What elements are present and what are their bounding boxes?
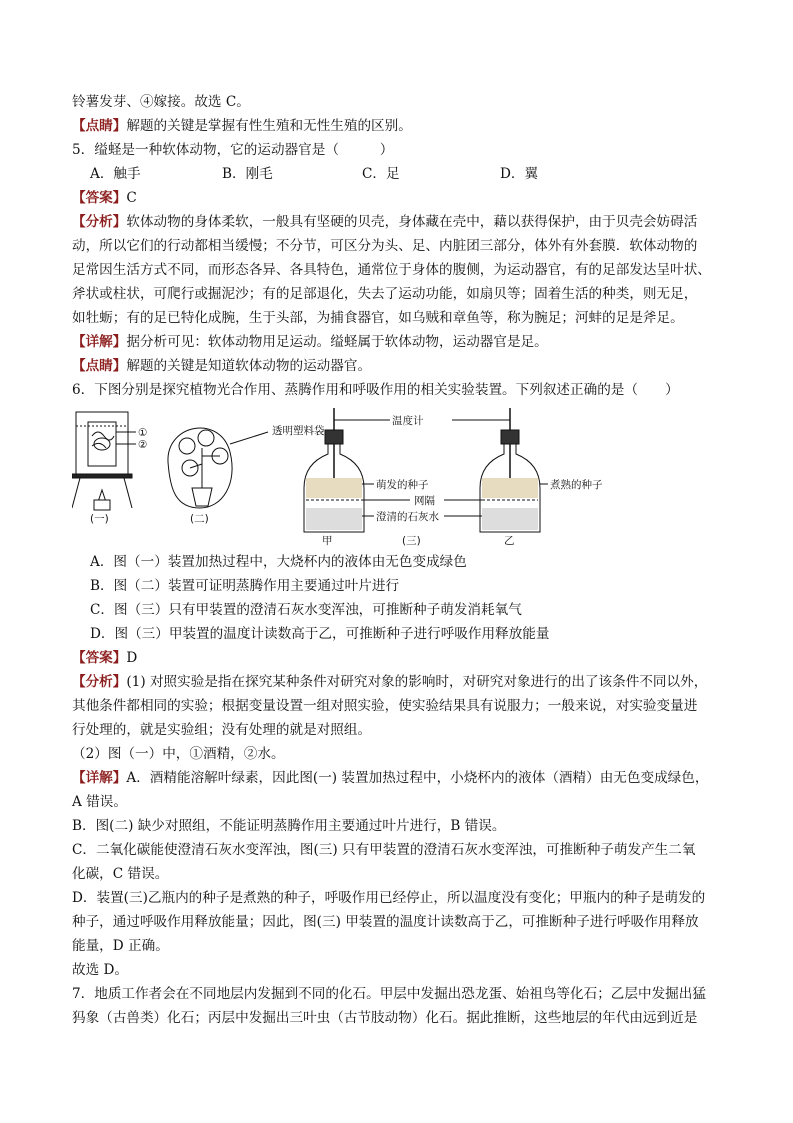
detail-line: B．图(二) 缺少对照组，不能证明蒸腾作用主要通过叶片进行，B 错误。 [72,818,506,834]
flower-pot [192,488,212,506]
analysis-text: (1) 对照实验是指在探究某种条件对研究对象的影响时，对研究对象进行的出了该条件不同以外， [126,674,708,690]
question-5-options [72,162,728,186]
option-c: C．足 [362,166,400,182]
point-text: 解题的关键是掌握有性生殖和无性生殖的区别。 [126,118,412,134]
analysis-line: （2）图（一）中，①酒精，②水。 [72,746,285,762]
point-line [72,114,728,138]
large-beaker [76,412,128,474]
analysis-line: 其他条件都相同的实验；根据变量设置一组对照实验，使实验结果具有说服力；一般来说，对实验变量进 [72,698,698,714]
option-d: D．翼 [500,166,539,182]
option-b: B．刚毛 [222,166,273,182]
figure-1-label: (一) [90,513,109,525]
analysis-line: 行处理的，就是实验组；没有处理的就是对照组。 [72,722,372,738]
cooked-seeds-label: 煮熟的种子 [550,479,603,491]
transparent-plastic-bag [168,428,232,508]
option-c: C．图（三）只有甲装置的澄清石灰水变浑浊，可推断种子萌发消耗氧气 [90,602,522,618]
detail-line: 故选 D。 [72,962,129,978]
question-7-stem: 犸象（古兽类）化石；丙层中发掘出三叶虫（古节肢动物）化石。据此推断，这些地层的年代由远到近是 [72,1010,698,1026]
option-a: A．图（一）装置加热过程中，大烧杯内的液体由无色变成绿色 [90,554,467,570]
detail-line: 化碳，C 错误。 [72,866,169,882]
analysis-line [72,210,728,234]
analysis-line: 斧状或柱状，可爬行或掘泥沙；有的足部退化，失去了运动功能，如扇贝等；固着生活的种类，则无足， [72,286,698,302]
detail-text: 据分析可见：软体动物用足运动。缢蛏属于软体动物，运动器官是足。 [126,334,548,350]
thermometer-label: 温度计 [392,415,424,427]
figure-2-label: (二) [190,513,209,525]
label-circle-2: ② [138,439,148,451]
detail-line [72,766,728,790]
answer-line [72,186,728,210]
point-tag: 【点睛】 [72,118,127,134]
figure-3-label: (三) [402,535,421,546]
yi-label: 乙 [504,535,515,546]
detail-line: D．装置(三)乙瓶内的种子是煮熟的种子，呼吸作用已经停止，所以温度没有变化；甲瓶内的种子是萌发的 [72,890,706,906]
analysis-line: 如牡蛎；有的足已特化成腕，生于头部，为捕食器官，如乌贼和章鱼等，称为腕足；河蚌的足是斧足。 [72,310,684,326]
option-b: B．图（二）装置可证明蒸腾作用主要通过叶片进行 [90,578,400,594]
option-d: D．图（三）甲装置的温度计读数高于乙，可推断种子进行呼吸作用释放能量 [90,626,550,642]
question-6-stem: 6．下图分别是探究植物光合作用、蒸腾作用和呼吸作用的相关实验装置。下列叙述正确的是（ ） [72,382,679,398]
text-line: 铃薯发芽、④嫁接。故选 C。 [72,94,250,110]
detail-tag: 【详解】 [72,770,127,786]
analysis-line [72,670,728,694]
point-text: 解题的关键是知道软体动物的运动器官。 [126,358,372,374]
document-page [72,90,728,1030]
analysis-tag: 【分析】 [72,214,127,230]
analysis-tag: 【分析】 [72,674,127,690]
bag-label: 透明塑料袋 [272,425,325,437]
answer-tag: 【答案】 [72,650,127,666]
question-7-stem: 7．地质工作者会在不同地层内发掘到不同的化石。甲层中发掘出恐龙蛋、始祖鸟等化石；乙层中发掘出猛 [72,986,706,1002]
detail-line: A 错误。 [72,794,127,810]
answer-line [72,646,728,670]
jia-label: 甲 [322,535,333,546]
answer-tag: 【答案】 [72,190,127,206]
mesh-label: 网隔 [414,495,435,507]
sprouting-seeds-label: 萌发的种子 [376,479,429,491]
limewater-label: 澄清的石灰水 [376,511,439,523]
detail-tag: 【详解】 [72,334,127,350]
analysis-text: 软体动物的身体柔软，一般具有坚硬的贝壳，身体藏在壳中，藉以获得保护，由于贝壳会妨碍活 [126,214,698,230]
question-5-stem: 5．缢蛏是一种软体动物，它的运动器官是（ ） [72,142,394,158]
answer-text: D [126,650,138,666]
detail-text: A．酒精能溶解叶绿素，因此图(一) 装置加热过程中，小烧杯内的液体（酒精）由无色变成绿色， [126,770,709,786]
detail-line: 能量，D 正确。 [72,938,169,954]
detail-line: C．二氧化碳能使澄清石灰水变浑浊，图(三) 只有甲装置的澄清石灰水变浑浊，可推断种子萌发产生二氧 [72,842,696,858]
analysis-line: 动，所以它们的行动都相当缓慢；不分节，可区分为头、足、内脏团三部分，体外有外套膜．软体动物的 [72,238,698,254]
answer-text: C [126,190,137,206]
detail-line [72,330,728,354]
point-tag: 【点睛】 [72,358,127,374]
option-a: A．触手 [90,166,141,182]
experiment-diagram [72,404,728,546]
point-line [72,354,728,378]
experiment-figure [72,404,728,546]
detail-line: 种子，通过呼吸作用释放能量；因此，图(三) 甲装置的温度计读数高于乙，可推断种子进行呼吸作用释放 [72,914,699,930]
label-circle-1: ① [138,427,148,439]
analysis-line: 足常因生活方式不同，而形态各异、各具特色，通常位于身体的腹侧，为运动器官，有的足部发达呈叶状、 [72,262,711,278]
